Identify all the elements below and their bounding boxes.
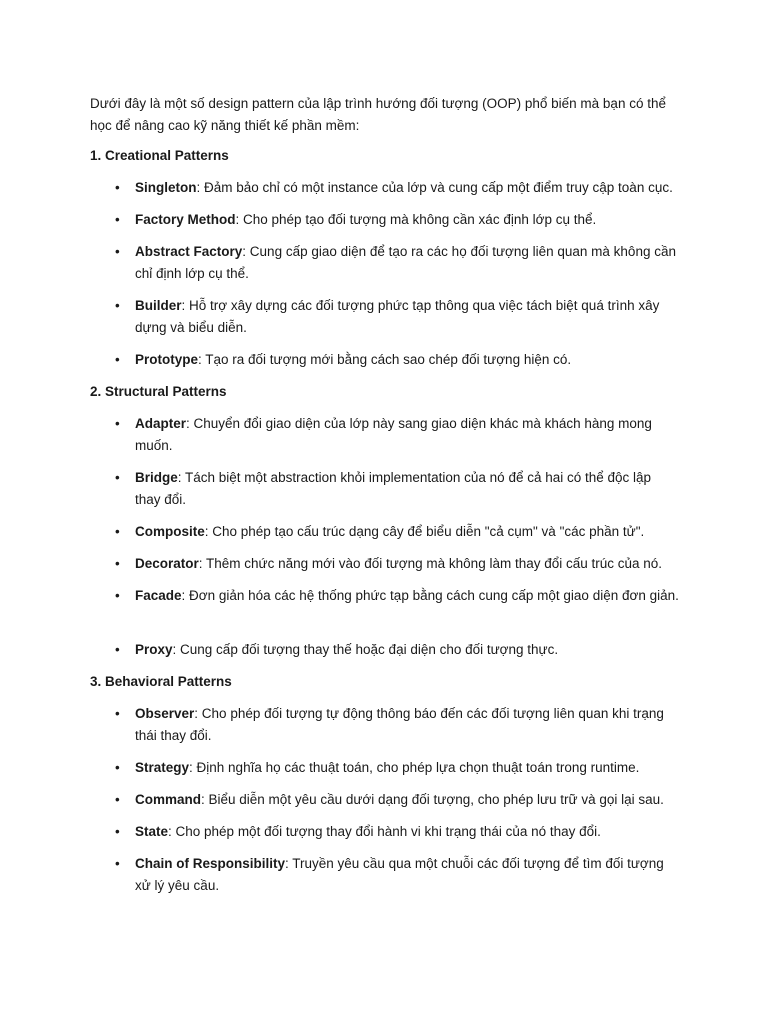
pattern-name: Observer [135, 706, 195, 721]
section-title-creational: 1. Creational Patterns [90, 148, 229, 163]
bullet-icon: • [115, 706, 120, 721]
pattern-description: : Cho phép đối tượng tự động thông báo đến các đối tượng liên quan khi trạng thái thay đổi. [135, 706, 664, 743]
list-item [115, 639, 680, 661]
list-item [115, 349, 680, 371]
pattern-name: Factory Method [135, 212, 236, 227]
pattern-description: : Biểu diễn một yêu cầu dưới dạng đối tượng, cho phép lưu trữ và gọi lại sau. [201, 792, 664, 807]
bullet-icon: • [115, 416, 120, 431]
pattern-description: : Cho phép tạo đối tượng mà không cần xác định lớp cụ thể. [235, 212, 597, 227]
list-item [115, 853, 680, 897]
pattern-description: : Đơn giản hóa các hệ thống phức tạp bằng cách cung cấp một giao diện đơn giản. [181, 588, 679, 603]
pattern-description: : Định nghĩa họ các thuật toán, cho phép lựa chọn thuật toán trong runtime. [189, 760, 640, 775]
list-item [115, 177, 680, 199]
list-item [115, 467, 680, 511]
pattern-description: : Chuyển đổi giao diện của lớp này sang giao diện khác mà khách hàng mong muốn. [135, 416, 652, 453]
pattern-name: State [135, 824, 169, 839]
list-item [115, 295, 680, 339]
bullet-icon: • [115, 588, 120, 603]
pattern-description: : Tách biệt một abstraction khỏi implementation của nó để cả hai có thể độc lập thay đổi. [135, 470, 652, 507]
pattern-description: : Cho phép tạo cấu trúc dạng cây để biểu diễn "cả cụm" và "các phần tử". [204, 524, 645, 539]
pattern-description: : Truyền yêu cầu qua một chuỗi các đối tượng để tìm đối tượng xử lý yêu cầu. [135, 856, 664, 893]
pattern-description: : Tạo ra đối tượng mới bằng cách sao chép đối tượng hiện có. [198, 352, 572, 367]
pattern-name: Proxy [135, 642, 173, 657]
pattern-name: Singleton [135, 180, 197, 195]
bullet-icon: • [115, 824, 120, 839]
pattern-description: : Cung cấp đối tượng thay thế hoặc đại diện cho đối tượng thực. [172, 642, 559, 657]
list-item [115, 789, 680, 811]
section-title-behavioral: 3. Behavioral Patterns [90, 674, 232, 689]
pattern-description: : Thêm chức năng mới vào đối tượng mà không làm thay đổi cấu trúc của nó. [198, 556, 663, 571]
pattern-name: Abstract Factory [135, 244, 243, 259]
pattern-description: : Cung cấp giao diện để tạo ra các họ đối tượng liên quan mà không cần chỉ định lớp cụ thể. [135, 244, 676, 281]
list-item [115, 413, 680, 457]
bullet-icon: • [115, 470, 120, 485]
bullet-icon: • [115, 180, 120, 195]
list-item [115, 553, 680, 575]
list-item [115, 703, 680, 747]
bullet-icon: • [115, 298, 120, 313]
intro-paragraph: Dưới đây là một số design pattern của lập trình hướng đối tượng (OOP) phổ biến mà bạn có thể học để nâng cao kỹ năng thiết kế phần mềm: [90, 96, 666, 133]
section-title-structural: 2. Structural Patterns [90, 384, 227, 399]
list-item [115, 521, 680, 543]
list-item [115, 585, 680, 607]
pattern-name: Chain of Responsibility [135, 856, 286, 871]
bullet-icon: • [115, 642, 120, 657]
bullet-icon: • [115, 524, 120, 539]
bullet-icon: • [115, 856, 120, 871]
bullet-icon: • [115, 212, 120, 227]
pattern-name: Builder [135, 298, 182, 313]
pattern-name: Facade [135, 588, 182, 603]
list-item [115, 757, 680, 779]
bullet-icon: • [115, 556, 120, 571]
pattern-name: Prototype [135, 352, 199, 367]
bullet-icon: • [115, 792, 120, 807]
pattern-name: Strategy [135, 760, 190, 775]
pattern-description: : Hỗ trợ xây dựng các đối tượng phức tạp thông qua việc tách biệt quá trình xây dựng và biểu diễn. [135, 298, 660, 335]
list-item [115, 209, 680, 231]
pattern-name: Command [135, 792, 202, 807]
pattern-name: Decorator [135, 556, 199, 571]
list-item [115, 821, 680, 843]
pattern-name: Bridge [135, 470, 178, 485]
pattern-name: Adapter [135, 416, 187, 431]
pattern-description: : Cho phép một đối tượng thay đổi hành vi khi trạng thái của nó thay đổi. [168, 824, 601, 839]
pattern-name: Composite [135, 524, 205, 539]
pattern-description: : Đảm bảo chỉ có một instance của lớp và cung cấp một điểm truy cập toàn cục. [196, 180, 673, 195]
bullet-icon: • [115, 244, 120, 259]
list-item [115, 241, 680, 285]
bullet-icon: • [115, 760, 120, 775]
bullet-icon: • [115, 352, 120, 367]
